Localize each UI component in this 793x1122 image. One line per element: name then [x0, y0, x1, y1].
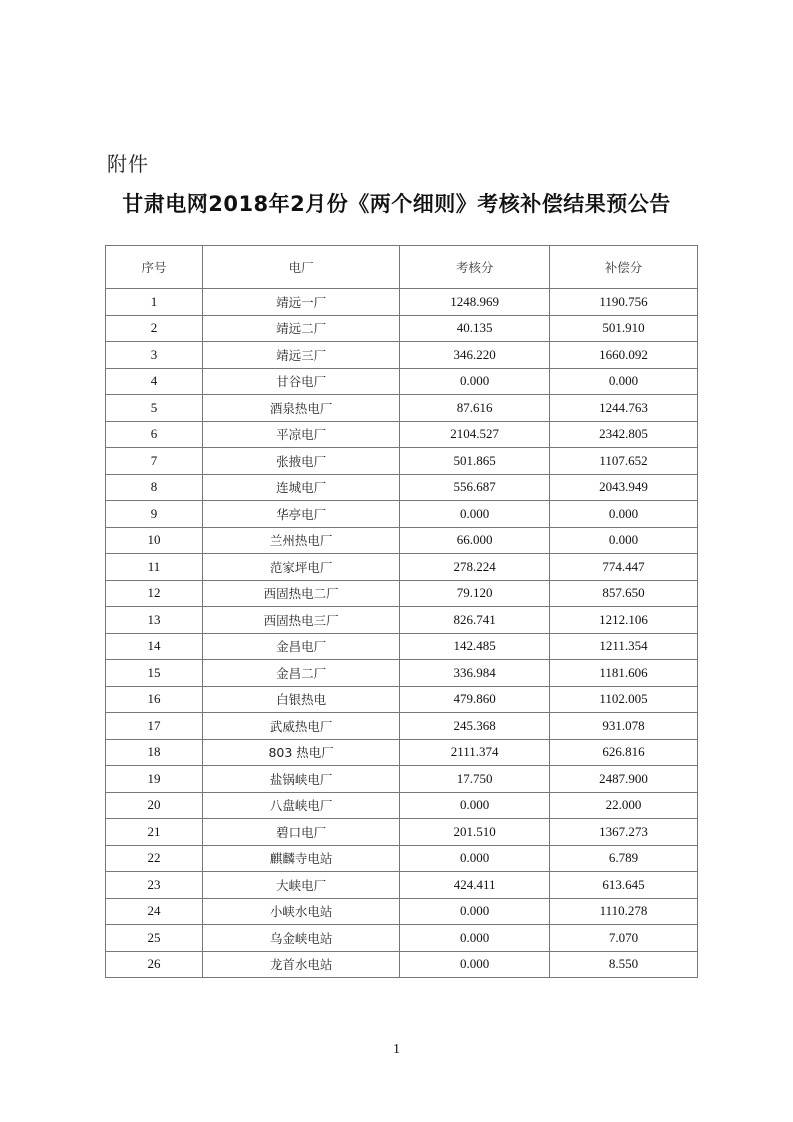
table-row	[106, 845, 698, 872]
cell-seq: 17	[106, 713, 203, 740]
cell-seq: 21	[106, 819, 203, 846]
cell-plant: 乌金峡电站	[203, 925, 400, 952]
cell-compensation: 1244.763	[550, 395, 698, 422]
document-title: 甘肃电网2018年2月份《两个细则》考核补偿结果预公告	[122, 192, 671, 216]
table-row	[106, 898, 698, 925]
cell-plant: 麒麟寺电站	[203, 845, 400, 872]
cell-assessment: 0.000	[400, 951, 550, 978]
cell-assessment: 479.860	[400, 686, 550, 713]
table-row	[106, 368, 698, 395]
cell-seq: 18	[106, 739, 203, 766]
cell-assessment: 0.000	[400, 368, 550, 395]
page-number: 1	[393, 1042, 400, 1057]
table-row	[106, 395, 698, 422]
cell-seq: 15	[106, 660, 203, 687]
cell-plant: 靖远二厂	[203, 315, 400, 342]
cell-assessment: 424.411	[400, 872, 550, 899]
cell-plant: 华亭电厂	[203, 501, 400, 528]
table-row	[106, 660, 698, 687]
cell-seq: 12	[106, 580, 203, 607]
cell-compensation: 1110.278	[550, 898, 698, 925]
cell-compensation: 0.000	[550, 368, 698, 395]
cell-assessment: 278.224	[400, 554, 550, 581]
header-compensation: 补偿分	[550, 246, 698, 289]
cell-assessment: 336.984	[400, 660, 550, 687]
cell-seq: 13	[106, 607, 203, 634]
cell-compensation: 1102.005	[550, 686, 698, 713]
table-row	[106, 474, 698, 501]
header-plant: 电厂	[203, 246, 400, 289]
table-row	[106, 739, 698, 766]
cell-seq: 16	[106, 686, 203, 713]
cell-compensation: 22.000	[550, 792, 698, 819]
cell-plant: 靖远一厂	[203, 289, 400, 316]
header-assessment: 考核分	[400, 246, 550, 289]
cell-seq: 20	[106, 792, 203, 819]
cell-plant: 张掖电厂	[203, 448, 400, 475]
cell-compensation: 1660.092	[550, 342, 698, 369]
cell-compensation: 931.078	[550, 713, 698, 740]
cell-assessment: 2111.374	[400, 739, 550, 766]
cell-assessment: 0.000	[400, 792, 550, 819]
cell-seq: 2	[106, 315, 203, 342]
cell-compensation: 626.816	[550, 739, 698, 766]
cell-seq: 24	[106, 898, 203, 925]
cell-plant: 范家坪电厂	[203, 554, 400, 581]
cell-seq: 19	[106, 766, 203, 793]
cell-seq: 8	[106, 474, 203, 501]
cell-compensation: 8.550	[550, 951, 698, 978]
cell-assessment: 0.000	[400, 845, 550, 872]
cell-assessment: 0.000	[400, 925, 550, 952]
cell-compensation: 1212.106	[550, 607, 698, 634]
table-row	[106, 448, 698, 475]
cell-seq: 9	[106, 501, 203, 528]
table-row	[106, 766, 698, 793]
cell-compensation: 1107.652	[550, 448, 698, 475]
cell-compensation: 613.645	[550, 872, 698, 899]
cell-compensation: 2342.805	[550, 421, 698, 448]
table-row	[106, 633, 698, 660]
cell-assessment: 201.510	[400, 819, 550, 846]
cell-compensation: 1190.756	[550, 289, 698, 316]
cell-compensation: 2487.900	[550, 766, 698, 793]
table-row	[106, 315, 698, 342]
cell-plant: 803 热电厂	[203, 739, 400, 766]
cell-compensation: 0.000	[550, 501, 698, 528]
table-row	[106, 819, 698, 846]
cell-assessment: 17.750	[400, 766, 550, 793]
table-row	[106, 421, 698, 448]
cell-seq: 1	[106, 289, 203, 316]
table-row	[106, 554, 698, 581]
cell-plant: 龙首水电站	[203, 951, 400, 978]
cell-compensation: 0.000	[550, 527, 698, 554]
cell-assessment: 556.687	[400, 474, 550, 501]
cell-seq: 4	[106, 368, 203, 395]
cell-plant: 小峡水电站	[203, 898, 400, 925]
cell-plant: 大峡电厂	[203, 872, 400, 899]
cell-compensation: 1367.273	[550, 819, 698, 846]
table-row	[106, 872, 698, 899]
cell-assessment: 245.368	[400, 713, 550, 740]
cell-compensation: 1211.354	[550, 633, 698, 660]
table-row	[106, 925, 698, 952]
cell-plant: 靖远三厂	[203, 342, 400, 369]
cell-plant: 金昌电厂	[203, 633, 400, 660]
cell-seq: 22	[106, 845, 203, 872]
cell-seq: 6	[106, 421, 203, 448]
cell-assessment: 2104.527	[400, 421, 550, 448]
cell-compensation: 857.650	[550, 580, 698, 607]
cell-plant: 连城电厂	[203, 474, 400, 501]
cell-assessment: 142.485	[400, 633, 550, 660]
table-row	[106, 951, 698, 978]
cell-plant: 西固热电二厂	[203, 580, 400, 607]
cell-assessment: 1248.969	[400, 289, 550, 316]
table-row	[106, 792, 698, 819]
table-row	[106, 527, 698, 554]
table-body	[106, 289, 698, 978]
cell-assessment: 66.000	[400, 527, 550, 554]
cell-seq: 23	[106, 872, 203, 899]
cell-seq: 3	[106, 342, 203, 369]
cell-plant: 金昌二厂	[203, 660, 400, 687]
cell-assessment: 346.220	[400, 342, 550, 369]
cell-assessment: 0.000	[400, 501, 550, 528]
cell-assessment: 87.616	[400, 395, 550, 422]
table-row	[106, 607, 698, 634]
cell-seq: 11	[106, 554, 203, 581]
table-row	[106, 342, 698, 369]
cell-plant: 甘谷电厂	[203, 368, 400, 395]
header-seq: 序号	[106, 246, 203, 289]
cell-assessment: 79.120	[400, 580, 550, 607]
cell-compensation: 7.070	[550, 925, 698, 952]
cell-plant: 碧口电厂	[203, 819, 400, 846]
cell-plant: 西固热电三厂	[203, 607, 400, 634]
cell-plant: 盐锅峡电厂	[203, 766, 400, 793]
table-row	[106, 289, 698, 316]
cell-seq: 5	[106, 395, 203, 422]
table-header-row	[106, 246, 698, 289]
table-row	[106, 580, 698, 607]
cell-plant: 平凉电厂	[203, 421, 400, 448]
cell-seq: 26	[106, 951, 203, 978]
cell-assessment: 826.741	[400, 607, 550, 634]
attachment-label: 附件	[107, 152, 149, 176]
cell-seq: 7	[106, 448, 203, 475]
cell-compensation: 2043.949	[550, 474, 698, 501]
cell-seq: 10	[106, 527, 203, 554]
cell-compensation: 6.789	[550, 845, 698, 872]
table-row	[106, 713, 698, 740]
cell-compensation: 1181.606	[550, 660, 698, 687]
table-row	[106, 501, 698, 528]
cell-seq: 25	[106, 925, 203, 952]
cell-plant: 兰州热电厂	[203, 527, 400, 554]
cell-plant: 酒泉热电厂	[203, 395, 400, 422]
cell-seq: 14	[106, 633, 203, 660]
table-row	[106, 686, 698, 713]
cell-assessment: 40.135	[400, 315, 550, 342]
cell-plant: 八盘峡电厂	[203, 792, 400, 819]
results-table	[105, 245, 698, 978]
cell-compensation: 774.447	[550, 554, 698, 581]
cell-assessment: 0.000	[400, 898, 550, 925]
cell-compensation: 501.910	[550, 315, 698, 342]
cell-plant: 白银热电	[203, 686, 400, 713]
cell-assessment: 501.865	[400, 448, 550, 475]
cell-plant: 武威热电厂	[203, 713, 400, 740]
